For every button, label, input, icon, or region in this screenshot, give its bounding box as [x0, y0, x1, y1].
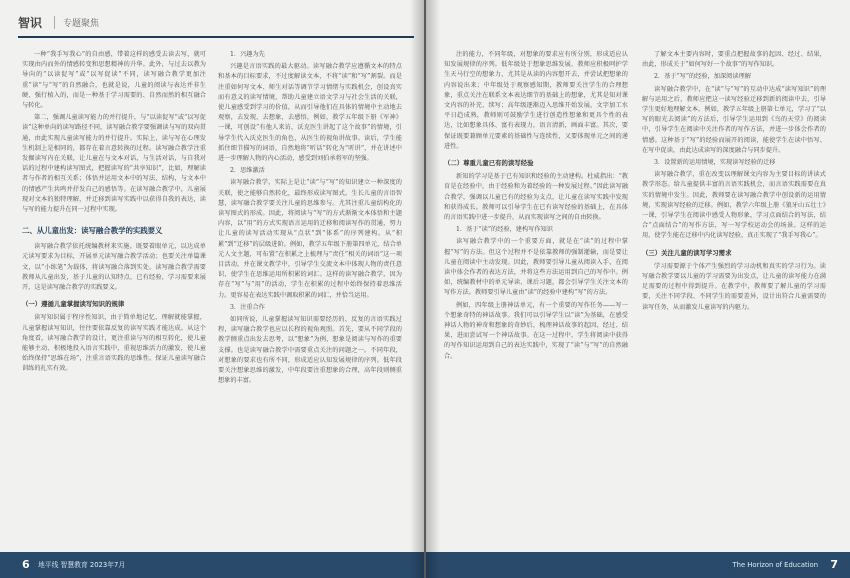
paragraph: 例如，四年级上册神话单元，有一个重要的写作任务——写一个想象奇特的神话故事。我们可以引导学生以“读”为基础，在感受神话人物的神奇和想象的奇妙后，梳理神话故事的起因、经过、结果，进而尝试写一个神话故事。在这一过程中，学生将阅读中获得的写作知识运用到自己的表达实践中，实现了“读”与“写”的自然融合。: [444, 301, 628, 360]
page-number: 7: [830, 558, 838, 571]
paragraph: 新知的学习是基于已有知识和经验的主动建构。杜威指出：“教育是在经验中，由于经验和为着经验的一种发展过程。”因此读写融合教学，强调以儿童已有的经验为支点，让儿童在读写实践中发现和获得成长。教师可以引导学生在已有读写经验的基础上，在具体的言语实践中进一步提升，从而实现读写之间的自由转换。: [444, 173, 628, 222]
left-footer: [0, 552, 424, 578]
paragraph: 2．思维激活: [230, 167, 265, 175]
footer-label: 地平线 智慧教育 2023年7月: [38, 561, 126, 569]
section-heading: 二、从儿童出发：读写融合教学的实践要义: [22, 226, 163, 236]
paragraph: 读写融合教学中，在“读”与“写”的互动中达成“读写知识”的理解与运用之后，教师应把这一读写经验迁移到新的阅读中去，引导学生更好地理解文本。例如，教学五年级上册第七单元，学习了“以写的眼光去阅读”的方法后，引导学生运用到《鸟的天堂》的阅读中，引导学生在阅读中关注作者的写作方法，并进一步体会作者的情感。这种基于“写”的经验而展开的阅读，能使学生在读中悟写、在写中促读，由此达成读写的深度融合与同步提升。: [642, 85, 826, 154]
section-label: 专题聚焦: [54, 16, 99, 29]
paragraph: 1．基于“读”的经验，建构写作知识: [456, 226, 553, 234]
left-column-2: [218, 50, 402, 389]
paragraph: 注的能力，不同年级，对想象的要求应有所分别，形成适应认知发展规律的序列。低年级处于想象思维发展，教师应积极呵护学生天马行空的想象力，尤其是从读的内容想开去，并尝试把想象的内容说出来；中年级处于观察感知期，教师要关注学生的合理想象，重点关注在联系文本表达细节的基础上的想象，尤其是知对课文内容的补充、续写；高年级逐渐迈入思维开始发展，文字加工水平日趋成熟，教师则可鼓励学生进行创造性想象和更具个性的表达，比如想象具体、富有表现力，语言清新，画面丰富。其次，要保证既要兼顾单元要素的基础性与连续性，又要体现单元之间的递进性。: [444, 51, 628, 150]
paragraph: 读写融合教学，重在改变以理解课文内容为主要目标的讲读式教学形态。给儿童提供丰富的言语实践机会，而言语实践需要在真实的情境中发生。因此，教师要在读写融合教学中创设新的运用情境，实现读写经验的迁移。例如，教学六年级上册《狼牙山五壮士》一课，引导学生在阅读中感受人物形象，学习点面结合的写法，结合“点面结合”的写作方法，写一写学校运动会的场景。这样的运用，使学生能在迁移中内化读写经验，真正实现了“我手写我心”。: [642, 171, 826, 240]
paragraph: 2．基于“写”的经验，加深阅读理解: [654, 73, 751, 81]
left-page: [0, 0, 424, 578]
footer-label: The Horizon of Education: [732, 561, 818, 569]
paragraph: 第二，强调儿童读写能力的并行提升，与“以读促写”或“以写促读”这种单向的读写路径不同，读写融合教学要强调读与写的双向贯通，由此实现儿童读写能力的并行提升。实际上，读与写在心理发生机制上是相同的，都存在着言意转换的过程。读写融合教学注重发掘读写内在关联，让儿童在与文本对话，与生活对话，与自我对话的过程中建构读写图式，把握读写的“共享知识”，比如，理解读者与作者的相互关系；体悟并运用文本中的写法、结构，与文本中的情感产生共鸣并抒发自己的感悟等。在读写融合教学中，儿童展现对文本的独特理解，并迁移到读写实践中以获得自我的表达，读与写的能力提升在同一过程中实现。: [22, 114, 206, 214]
paragraph: 读写知识属于程序性知识，由于简单地记忆、理解就能掌握，儿童掌握读写知识，往往要依靠反复的读写实践才能达成。从这个角度看，读写融合教学的设计，更注重读与写的相互转化，使儿童能够主动、积极地投入语言实践中，重视思维活力的激发，使儿童始终保持“思维在场”，注重言语实践的思维性。保证儿童读写融合训练的扎实有效。: [22, 314, 206, 373]
brand-title: 智识: [18, 16, 43, 30]
paragraph: 3．设置新的运用情境，实现读写经验的迁移: [654, 159, 776, 167]
paragraph: 读写融合教学中的一个重要方面，就是在“读”的过程中掌握“写”的方法。但这个过程并不是依靠教师的强制灌输，而是要让儿童在阅读中主动发现。因此，教师要引导儿童从阅读入手，在阅读中体会作者的表达方法，并将这些方法运用到自己的写作中。例如，统编教材中的单元导读、课后习题，都会引导学生关注文本的写作方法。教师要引导儿童由“读”的经验中建构“写”的方法。: [444, 238, 628, 297]
subsection-heading: （一）遵循儿童掌握读写知识的规律: [22, 300, 125, 309]
page-number: 6: [22, 558, 30, 571]
paragraph: 兴趣是言语实践的最大驱动。读写融合教学应遵循文本的特点和基本的目标要求，不过度解读文本，不将“读”和“写”割裂。而是注重如何写文本、师生对话等调节学习情绪与实践机会，创设真实而有意义的读写情境，帮助儿童建立语文学习与社会生活的关联，使儿童感受到学习的价值，从而引导他们在具体的情境中主动地去观察，去发现，去想象，去感悟，例如，教学五年级下册《军神》一课，可创设“有他人来访，沃克医生讲起了这个故事”的情境，引导学生代入沃克医生的角色，从医生的视角讲故事。读后，学生能抓住细节描写的词语，自然地将“听话”转化为“听讲”，并在讲述中进一步理解人物的内心活动，感受到刘伯承将军的坚强。: [218, 63, 402, 163]
right-footer: [426, 552, 850, 578]
left-column-1: [22, 50, 206, 377]
left-header: [18, 14, 99, 31]
paragraph: 读写融合教学，实际上是让“读”与“写”的知识建立一种深度的关联，使之能够自然转化，最终形成读写图式。生长儿童的言语智慧，读写融合教学要关注儿童的思维参与。尤其注重儿童结构化的读写图式的形成。因此，将阅读与“写”的方式渐渐文本体悟和主题内容，以“用”的方式实现语言运用的迁移和阅读写作的贯通，努力让儿童的读写活动实现从“点状”到“体系”的序列建构。从“积累”到“迁移”的层级进阶。例如，教学五年级下册第四单元，结合单元人文主题，可布置“在积累之上梳理与“责任”相关的词语”这一项目活动，并在课文教学中，引导学生交流文本中体现人物的责任意识，使学生在思维运用所积累的词汇。这样的读写融合教学，因为存在“写”与“用”的活动，学生在积累的过程中始终保持着思维活力。更容易在表达实践中调取积累的词汇，并恰当运用。: [218, 179, 402, 299]
paragraph: 如同所说，儿童掌握读写知识需要经历的、反复的言语实践过程，读写融合教学也应以长程的视角观照。首先，要从不同学段的教学侧重点出发去思考，以“想象”为例，想象是阅读与写作的重要支撑。也是读写融合教学中需要重点关注的问题之一。不同年段，对想象的要求也有所不同，形成适应认知发展规律的序列。低年段要关注想象思维的激发，中年段要注重想象的合理，高年段则侧重想象的丰富。: [218, 316, 402, 385]
paragraph: 学习需要源于个体产生强烈的学习动机和真实的学习行为。读写融合教学要以儿童的学习需要为出发点，让儿童的读写能力在满足需要的过程中得到提升。在教学中，教师要了解儿童的学习需要，关注不同学段、不同学生的需要差异，设计出符合儿童需要的读写任务，从而激发儿童读写的内驱力。: [642, 262, 826, 311]
subsection-heading: （三）关注儿童的读写学习需求: [642, 248, 732, 257]
paragraph: 1．兴趣为先: [230, 51, 265, 58]
paragraph: 了解文本主要内容时，要重点把握故事的起因、经过、结果，由此，形成关于“如何写好一个故事”的写作知识。: [642, 51, 826, 69]
right-column-1: [444, 50, 628, 364]
right-column-2: [642, 50, 826, 315]
right-page: [426, 0, 850, 578]
paragraph: 读写融合教学依托统编教材来实施。既要着眼单元，以达成单元读写要求为目标，开展单元读写融合教学活动；也要关注单篇课文，以“小练笔”为载体，将读写融合落到实处。读写融合教学需要教师从儿童出发，基于儿童的认知特点，已有经验，学习需要来展开，这是读写融合教学的实践要义。: [22, 243, 206, 292]
subsection-heading: （二）尊重儿童已有的读写经验: [444, 159, 534, 168]
header-rule: [18, 36, 414, 38]
paragraph: 3．注重合作: [230, 303, 265, 311]
paragraph: 一种“我手写我心”的自由感，带着这样的感受去读去写，就可实现由内而外的情感转变和思想精神的升华。此外，与过去以教为导向的“以读促写”或“以写促读”不同，读写融合教学更加注重“读”与“写”的自然融合，也就是说，儿童的阅读与表达并非生硬、强行植入的，而是一种基于学习需要的、自然而然的相互融合与转化。: [22, 51, 206, 110]
